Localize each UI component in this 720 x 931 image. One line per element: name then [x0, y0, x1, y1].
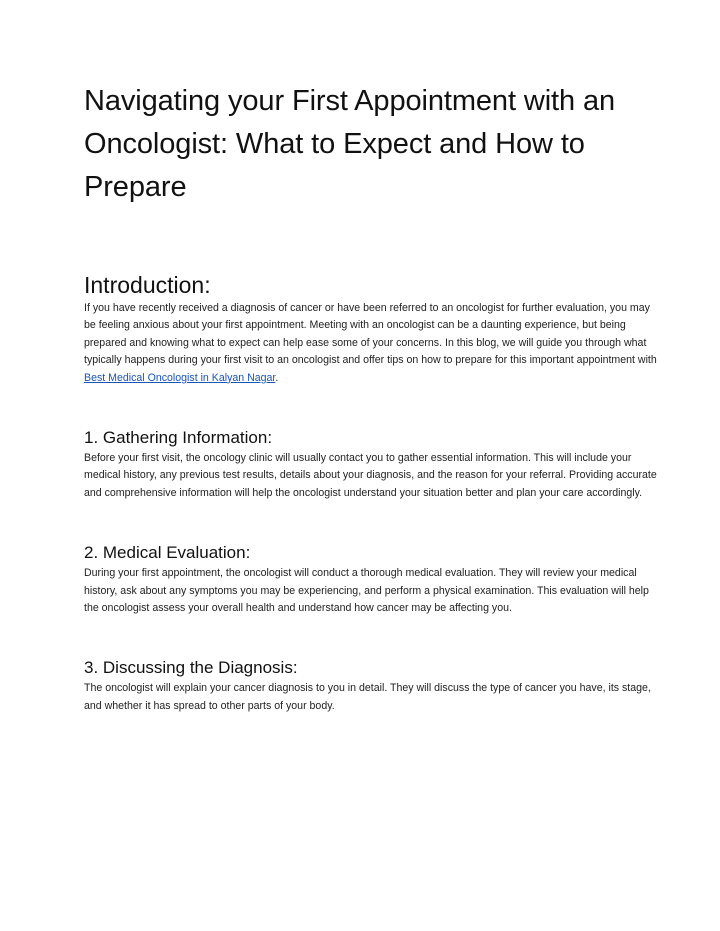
- section-heading-gathering-information: 1. Gathering Information:: [84, 428, 273, 448]
- section-paragraph-gathering-information: Before your first visit, the oncology clinic will usually contact you to gather essential information. This will include your medical history, any previous test results, details about your diagnosis, and the reason for your referral. Providing accurate and comprehensive information will help the oncologist understand your situation better and plan your care accordingly.: [84, 452, 657, 499]
- introduction-text: If you have recently received a diagnosis of cancer or have been referred to an oncologist for further evaluation, you may be feeling anxious about your first appointment. Meeting with an oncologist can be a daunting experience, but being prepared and knowing what to expect can help ease some of your concerns. In this blog, we will guide you through what typically happens during your first visit to an oncologist and offer tips on how to prepare for this important appointment with: [84, 302, 657, 367]
- section-heading-medical-evaluation: 2. Medical Evaluation:: [84, 543, 251, 563]
- section-heading-discussing-diagnosis: 3. Discussing the Diagnosis:: [84, 658, 298, 678]
- introduction-heading: Introduction:: [84, 272, 211, 298]
- introduction-paragraph: [84, 300, 660, 387]
- document-title: Navigating your First Appointment with an Oncologist: What to Expect and How to Prepare: [84, 85, 616, 203]
- section-paragraph-medical-evaluation: During your first appointment, the oncologist will conduct a thorough medical evaluation. They will review your medical history, ask about any symptoms you may be experiencing, and perform a physical examination. This evaluation will help the oncologist assess your overall health and understand how cancer may be affecting you.: [84, 567, 649, 615]
- section-paragraph-discussing-diagnosis: The oncologist will explain your cancer diagnosis to you in detail. They will discuss the type of cancer you have, its stage, and whether it has spread to other parts of your body.: [84, 682, 651, 712]
- introduction-text-end: .: [275, 371, 279, 384]
- oncologist-link[interactable]: Best Medical Oncologist in Kalyan Nagar: [84, 371, 276, 384]
